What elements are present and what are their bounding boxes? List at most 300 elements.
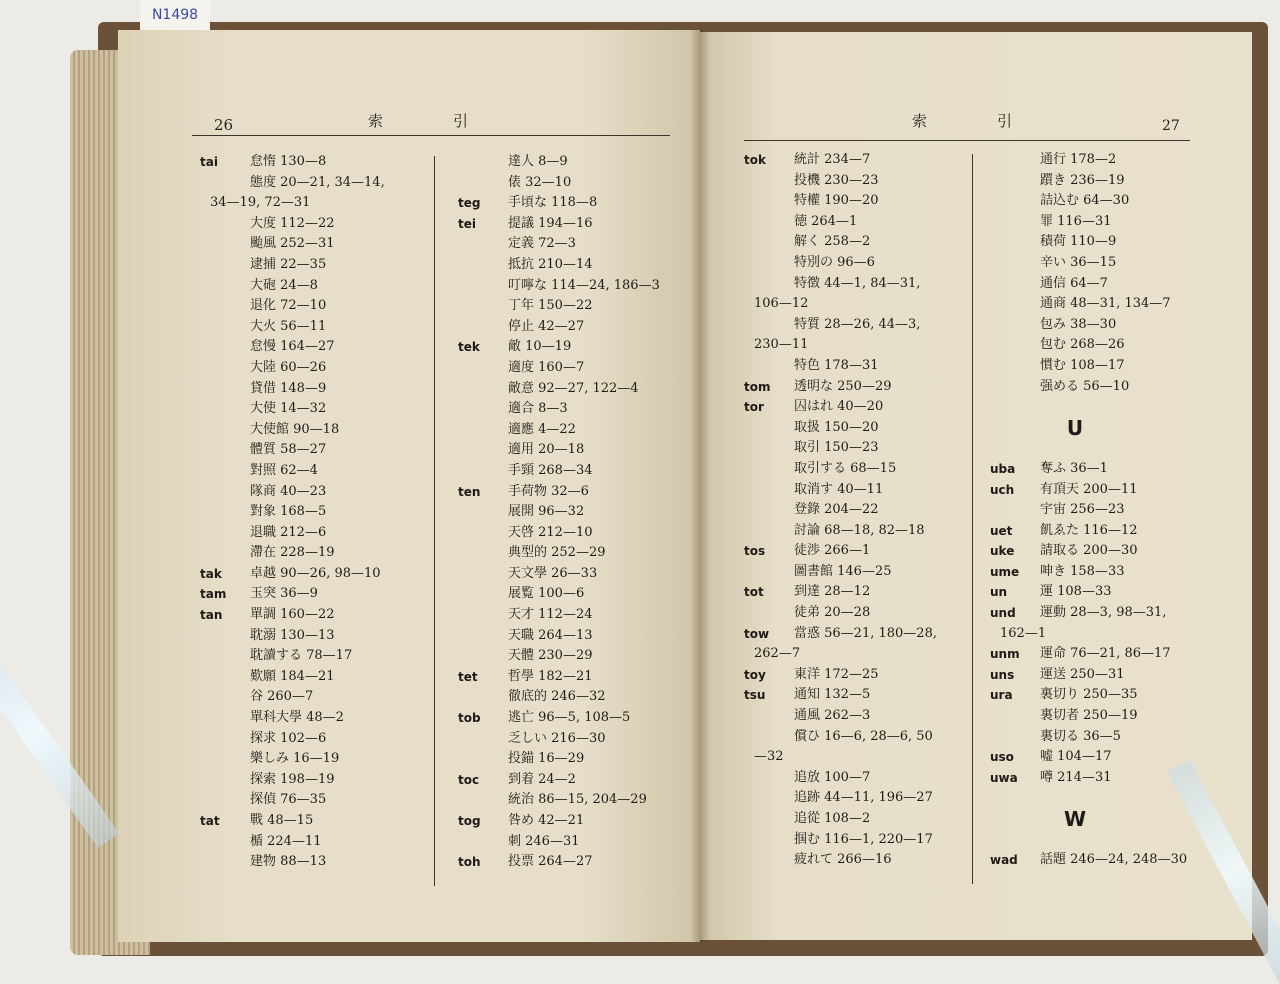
index-term: 卓越 90—26, 98—10	[250, 565, 381, 581]
index-entry	[990, 480, 1190, 501]
index-key: tot	[744, 585, 764, 600]
index-entry	[744, 603, 966, 624]
index-term: 飢ゑた 116—12	[1040, 522, 1138, 538]
index-entry	[744, 706, 966, 727]
index-entry	[458, 276, 693, 297]
index-term: 手荷物 32—6	[508, 483, 589, 499]
index-term: 特權 190—20	[794, 193, 879, 209]
index-term: 慣む 108—17	[1040, 357, 1125, 373]
index-term: 單科大學 48—2	[250, 710, 344, 726]
index-term: 定義 72—3	[508, 236, 576, 252]
index-key: tan	[200, 608, 223, 623]
index-key: teg	[458, 196, 481, 211]
index-entry	[200, 790, 425, 811]
index-term: 230—11	[754, 337, 809, 353]
index-entry	[200, 811, 425, 832]
index-entry	[990, 415, 1190, 440]
index-entry	[458, 687, 693, 708]
index-term: 宇宙 256—23	[1040, 502, 1125, 518]
index-term: 退化 72—10	[250, 298, 327, 314]
index-term: 俵 32—10	[508, 174, 572, 190]
index-term: 疲れて 266—16	[794, 852, 892, 868]
index-entry	[200, 440, 425, 461]
index-key: tow	[744, 626, 770, 641]
index-entry	[744, 830, 966, 851]
index-term: 典型的 252—29	[508, 545, 606, 561]
index-entry	[200, 584, 425, 605]
index-term: 對象 168—5	[250, 504, 327, 520]
index-term: 辛い 36—15	[1040, 254, 1117, 270]
index-term: 追放 100—7	[794, 769, 871, 785]
index-entry	[200, 276, 425, 297]
index-term: 積荷 110—9	[1040, 234, 1117, 250]
index-term: 償ひ 16—6, 28—6, 50	[794, 728, 933, 744]
index-term: 有頂天 200—11	[1040, 481, 1138, 497]
index-entry	[458, 234, 693, 255]
index-term: 東洋 172—25	[794, 666, 879, 682]
index-term: 敵 10—19	[508, 339, 572, 355]
index-entry	[744, 315, 966, 336]
index-key: unm	[990, 647, 1020, 662]
index-entry	[200, 379, 425, 400]
index-term: 特質 28—26, 44—3,	[794, 316, 921, 332]
index-term: 包み 38—30	[1040, 316, 1117, 332]
index-term: 詰込む 64—30	[1040, 193, 1130, 209]
index-key: tat	[200, 814, 220, 828]
index-entry	[990, 665, 1190, 686]
index-entry	[458, 296, 693, 317]
index-term: 大使 14—32	[250, 401, 327, 417]
index-entry	[200, 605, 425, 626]
index-entry	[744, 624, 966, 645]
index-entry	[458, 543, 693, 564]
index-entry	[200, 193, 425, 214]
index-term: 谷 260—7	[250, 689, 314, 705]
index-term: 大砲 24—8	[250, 277, 318, 293]
section-letter: U	[1066, 415, 1084, 440]
index-term: 隊商 40—23	[250, 483, 327, 499]
left-page-number: 26	[214, 116, 234, 134]
index-term: 哲學 182—21	[508, 668, 593, 684]
index-term: 奪ふ 36—1	[1040, 460, 1108, 476]
index-entry	[990, 294, 1190, 315]
index-term: 戰 48—15	[250, 813, 314, 828]
index-entry	[200, 523, 425, 544]
index-entry	[200, 255, 425, 276]
index-key: toc	[458, 772, 480, 787]
index-entry	[458, 667, 693, 688]
index-term: 取消す 40—11	[794, 481, 884, 497]
index-term: 刺 246—31	[508, 833, 580, 849]
index-entry	[990, 459, 1190, 480]
index-entry	[990, 562, 1190, 583]
index-entry	[458, 811, 693, 832]
index-entry	[458, 749, 693, 770]
index-term: 耽讀する 78—17	[250, 648, 353, 664]
index-entry	[458, 317, 693, 338]
index-entry	[200, 852, 425, 873]
index-key: uba	[990, 461, 1016, 476]
index-key: ten	[458, 484, 481, 499]
index-entry	[200, 337, 425, 358]
index-term: 展覧 100—6	[508, 586, 585, 602]
index-term: 嘘 104—17	[1040, 749, 1112, 765]
index-term: 裏切る 36—5	[1040, 728, 1121, 744]
index-term: 徒渉 266—1	[794, 543, 871, 559]
index-term: 大使館 90—18	[250, 421, 340, 437]
index-term: 運 108—33	[1040, 584, 1112, 600]
index-term: 圖書館 146—25	[794, 563, 892, 579]
index-term: 單調 160—22	[250, 607, 335, 623]
index-key: tai	[200, 155, 218, 169]
index-entry	[458, 564, 693, 585]
index-entry	[744, 438, 966, 459]
index-entry	[990, 747, 1190, 768]
right-page-number: 27	[1162, 118, 1180, 134]
index-entry	[458, 626, 693, 647]
index-term: 探求 102—6	[250, 730, 327, 746]
index-entry	[990, 830, 1190, 851]
index-term: 掴む 116—1, 220—17	[794, 831, 933, 847]
index-entry	[990, 521, 1190, 542]
index-term: 强める 56—10	[1040, 378, 1130, 394]
index-entry	[744, 397, 966, 418]
index-entry	[744, 582, 966, 603]
index-term: 適用 20—18	[508, 442, 585, 458]
right-column-divider	[972, 154, 973, 884]
index-entry	[200, 708, 425, 729]
index-term: 退職 212—6	[250, 524, 327, 540]
index-entry	[200, 482, 425, 503]
index-key: ura	[990, 688, 1013, 703]
index-term: 裏切り 250—35	[1040, 687, 1138, 703]
index-entry	[200, 564, 425, 585]
index-entry	[200, 543, 425, 564]
index-term: 提議 194—16	[508, 215, 593, 231]
index-term: 罪 116—31	[1040, 213, 1112, 229]
index-entry	[458, 440, 693, 461]
index-entry	[458, 255, 693, 276]
index-term: 楯 224—11	[250, 833, 322, 849]
index-entry	[990, 315, 1190, 336]
index-entry	[200, 626, 425, 647]
index-entry	[200, 646, 425, 667]
index-term: 達人 8—9	[508, 154, 568, 169]
index-entry	[990, 727, 1190, 748]
index-entry	[990, 768, 1190, 789]
index-key: tos	[744, 544, 766, 559]
index-entry	[744, 335, 966, 356]
index-entry	[990, 850, 1190, 871]
index-term: 特色 178—31	[794, 357, 879, 373]
index-column-2	[458, 152, 693, 873]
index-entry	[990, 685, 1190, 706]
index-term: 天才 112—24	[508, 607, 593, 623]
index-entry	[990, 397, 1190, 418]
index-term: 建物 88—13	[250, 854, 327, 870]
index-entry	[744, 809, 966, 830]
section-letter: W	[1063, 807, 1087, 831]
index-entry	[744, 541, 966, 562]
index-term: 統治 86—15, 204—29	[508, 792, 647, 808]
index-key: uwa	[990, 770, 1018, 785]
index-entry	[200, 296, 425, 317]
index-key: tei	[458, 216, 476, 231]
index-entry	[200, 152, 425, 173]
index-entry	[200, 770, 425, 791]
index-entry	[744, 253, 966, 274]
index-entry	[744, 727, 966, 748]
index-entry	[200, 502, 425, 523]
index-term: 大度 112—22	[250, 215, 335, 231]
index-entry	[744, 788, 966, 809]
index-entry	[744, 232, 966, 253]
index-term: 通行 178—2	[1040, 152, 1117, 167]
index-term: 討論 68—18, 82—18	[794, 522, 925, 538]
index-entry	[458, 832, 693, 853]
index-term: 34—19, 72—31	[210, 195, 311, 211]
index-entry	[200, 687, 425, 708]
index-term: 通信 64—7	[1040, 275, 1108, 291]
index-entry	[458, 152, 693, 173]
index-entry	[744, 212, 966, 233]
index-term: 噂 214—31	[1040, 769, 1112, 785]
index-entry	[200, 173, 425, 194]
index-term: 叮嚀な 114—24, 186—3	[508, 277, 660, 293]
index-term: 投錨 16—29	[508, 751, 585, 767]
index-entry	[990, 232, 1190, 253]
index-entry	[990, 603, 1190, 624]
book-gutter	[690, 30, 710, 942]
index-term: 逃亡 96—5, 108—5	[508, 710, 631, 726]
index-term: 通風 262—3	[794, 708, 871, 724]
index-entry	[200, 832, 425, 853]
index-entry	[458, 523, 693, 544]
index-entry	[458, 193, 693, 214]
index-term: 天文學 26—33	[508, 565, 598, 581]
index-entry	[744, 521, 966, 542]
index-key: tak	[200, 566, 222, 581]
index-term: 天體 230—29	[508, 648, 593, 664]
index-term: 咎め 42—21	[508, 813, 585, 828]
index-term: 到着 24—2	[508, 771, 576, 787]
index-entry	[744, 685, 966, 706]
index-term: 106—12	[754, 296, 809, 312]
index-entry	[990, 644, 1190, 665]
index-key: uch	[990, 482, 1015, 497]
index-entry	[744, 294, 966, 315]
index-key: uso	[990, 750, 1014, 765]
index-column-1	[200, 152, 425, 873]
index-term: 抵抗 210—14	[508, 256, 593, 272]
index-entry	[990, 212, 1190, 233]
index-entry	[200, 461, 425, 482]
index-entry	[990, 809, 1190, 830]
index-entry	[990, 253, 1190, 274]
index-term: 適應 4—22	[508, 421, 576, 437]
index-entry	[990, 582, 1190, 603]
index-entry	[200, 214, 425, 235]
index-term: 裏切者 250—19	[1040, 708, 1138, 724]
index-term: 手頸 268—34	[508, 462, 593, 478]
index-key: toh	[458, 855, 481, 870]
index-term: 怠惰 130—8	[250, 154, 327, 169]
index-entry	[458, 461, 693, 482]
index-entry	[458, 358, 693, 379]
index-term: 天職 264—13	[508, 627, 593, 643]
index-term: 手頃な 118—8	[508, 195, 598, 211]
index-key: tet	[458, 669, 478, 684]
index-entry	[200, 317, 425, 338]
index-entry	[744, 850, 966, 871]
index-term: 運動 28—3, 98—31,	[1040, 605, 1167, 621]
index-term: 解く 258—2	[794, 234, 871, 250]
index-entry	[744, 747, 966, 768]
index-term: 特別の 96—6	[794, 254, 875, 270]
index-entry	[744, 171, 966, 192]
index-term: 追跡 44—11, 196—27	[794, 790, 933, 806]
index-entry	[744, 377, 966, 398]
index-entry	[458, 399, 693, 420]
index-entry	[744, 665, 966, 686]
index-term: 大火 56—11	[250, 318, 327, 334]
index-term: 取扱 150—20	[794, 419, 879, 435]
index-key: wad	[990, 853, 1018, 868]
left-page	[118, 30, 700, 942]
index-term: 貸借 148—9	[250, 380, 327, 396]
index-term: 躓き 236—19	[1040, 172, 1125, 188]
index-term: 特徴 44—1, 84—31,	[794, 275, 921, 291]
index-entry	[458, 502, 693, 523]
right-page-title: 索 引	[912, 112, 1015, 130]
index-entry	[458, 729, 693, 750]
index-entry	[200, 234, 425, 255]
index-term: 乏しい 216—30	[508, 730, 606, 746]
index-term: 包む 268—26	[1040, 337, 1125, 353]
index-entry	[458, 708, 693, 729]
index-entry	[744, 562, 966, 583]
index-key: uke	[990, 544, 1015, 559]
index-entry	[990, 377, 1190, 398]
index-key: tsu	[744, 688, 766, 703]
index-term: 請取る 200—30	[1040, 543, 1138, 559]
index-key: und	[990, 606, 1016, 621]
index-term: 體質 58—27	[250, 442, 327, 458]
index-term: 呻き 158—33	[1040, 563, 1125, 579]
left-header-rule	[192, 135, 670, 136]
index-term: 適合 8—3	[508, 401, 568, 417]
index-term: 歎願 184—21	[250, 668, 335, 684]
index-entry	[990, 706, 1190, 727]
index-term: 投機 230—23	[794, 172, 879, 188]
index-key: tog	[458, 814, 481, 828]
index-term: —32	[754, 749, 784, 765]
index-term: 探偵 76—35	[250, 792, 327, 808]
index-entry	[990, 438, 1190, 459]
index-entry	[744, 644, 966, 665]
index-entry	[744, 418, 966, 439]
index-entry	[458, 770, 693, 791]
index-term: 到達 28—12	[794, 584, 871, 600]
index-entry	[200, 420, 425, 441]
index-column-3	[744, 150, 966, 871]
right-page	[700, 32, 1252, 940]
index-term: 對照 62—4	[250, 462, 318, 478]
index-entry	[990, 274, 1190, 295]
index-entry	[990, 335, 1190, 356]
index-entry	[744, 459, 966, 480]
index-entry	[458, 790, 693, 811]
index-entry	[458, 420, 693, 441]
index-column-4	[990, 150, 1190, 871]
index-entry	[200, 358, 425, 379]
index-key: toy	[744, 667, 766, 682]
index-entry	[200, 749, 425, 770]
index-entry	[990, 788, 1190, 809]
left-column-divider	[434, 156, 435, 886]
index-term: 樂しみ 16—19	[250, 751, 340, 767]
index-term: 通商 48—31, 134—7	[1040, 296, 1171, 312]
index-key: tom	[744, 379, 771, 394]
index-term: 敵意 92—27, 122—4	[508, 380, 639, 396]
index-entry	[744, 480, 966, 501]
index-term: 玉突 36—9	[250, 586, 318, 602]
index-entry	[744, 356, 966, 377]
index-term: 天啓 212—10	[508, 524, 593, 540]
index-key: tor	[744, 400, 764, 415]
index-entry	[458, 214, 693, 235]
index-entry	[458, 482, 693, 503]
index-entry	[458, 605, 693, 626]
index-term: 適度 160—7	[508, 359, 585, 375]
index-term: 透明な 250—29	[794, 378, 892, 394]
index-term: 停止 42—27	[508, 318, 585, 334]
index-term: 徳 264—1	[794, 213, 858, 229]
index-term: 取引 150—23	[794, 440, 879, 456]
index-term: 怠慢 164—27	[250, 339, 335, 355]
index-term: 滯在 228—19	[250, 545, 335, 561]
index-key: uet	[990, 523, 1013, 538]
index-term: 颱風 252—31	[250, 236, 335, 252]
index-term: 登錄 204—22	[794, 502, 879, 518]
right-header-rule	[744, 140, 1190, 141]
index-term: 追從 108—2	[794, 811, 871, 826]
index-key: tob	[458, 711, 481, 726]
index-term: 耽溺 130—13	[250, 627, 335, 643]
index-key: tok	[744, 153, 766, 167]
index-entry	[200, 667, 425, 688]
index-term: 丁年 150—22	[508, 298, 593, 314]
index-entry	[458, 584, 693, 605]
index-term: 投票 264—27	[508, 854, 593, 870]
tag-label: N1498	[140, 0, 210, 30]
index-key: ume	[990, 564, 1020, 579]
index-entry	[990, 500, 1190, 521]
index-key: tam	[200, 587, 227, 602]
index-term: 162—1	[1000, 625, 1047, 641]
index-term: 態度 20—21, 34—14,	[250, 174, 385, 190]
index-key: uns	[990, 667, 1015, 682]
index-term: 展開 96—32	[508, 504, 585, 520]
index-entry	[200, 729, 425, 750]
left-page-title: 索 引	[368, 112, 471, 130]
index-entry	[458, 852, 693, 873]
index-entry	[744, 274, 966, 295]
index-entry	[744, 768, 966, 789]
index-term: 話題 246—24, 248—30	[1040, 852, 1188, 868]
index-entry	[990, 171, 1190, 192]
index-entry	[990, 150, 1190, 171]
